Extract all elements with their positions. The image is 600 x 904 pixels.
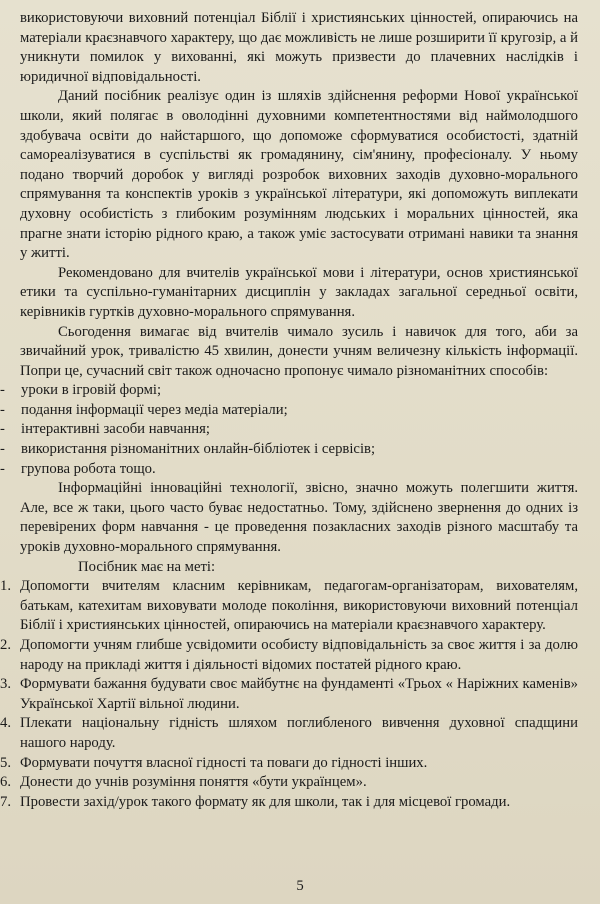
item-text: Донести до учнів розуміння поняття «бути українцем». [20, 774, 367, 791]
list-item [0, 675, 578, 714]
list-item [0, 636, 578, 675]
item-text: Формувати почуття власної гідності та поваги до гідності інших. [20, 754, 428, 771]
paragraph-modern-demands: Сьогодення вимагає від вчителів чимало зусиль і навичок для того, аби за звичайний урок, тривалістю 45 хвилин, донести учням величезну кількість інформації. Попри це, сучасний світ також одночасно пропонує чимало різноманітних способів: [20, 323, 578, 379]
paragraph-intro-continued: використовуючи виховний потенціал Біблії і християнських цінностей, опираючись на матеріали краєзнавчого характеру, що дає можливість не лише розширити її кругозір, а й уникнути помилок у вихованні, які можуть призвести до плачевних наслідків і юридичної відповідальності. [20, 10, 578, 85]
item-number: 3. [0, 676, 12, 693]
item-text: Формувати бажання будувати своє майбутнє на фундаменті «Трьох « Наріжних каменів» Української Хартії вільної людини. [20, 676, 578, 712]
list-item: - інтерактивні засоби навчання; [20, 420, 578, 440]
paragraph-reform: Даний посібник реалізує один із шляхів здійснення реформи Нової української школи, який полягає в оволодінні духовними компетентностями від наймолодшого здобувача освіти до найстаршого, що допоможе сформуватися особистості, здатній самореалізуватися в суспільстві як громадянину, сім'янину, професіоналу. У ньому подано творчий доробок у вигляді розробок виховних заходів духовно-морального спрямування та конспектів уроків з української літератури, які допоможуть виплекати духовну особистість з глибоким розумінням людських і моральних цінностей, яка прагне знати історію рідного краю, а також уміє застосувати отримані навики та знання у житті. [20, 88, 578, 262]
item-text: Допомогти учням глибше усвідомити особисту відповідальність за своє життя і за долю народу на прикладі життя і діяльності відомих постатей рідного краю. [20, 637, 578, 673]
list-item: - уроки в ігровій формі; [20, 381, 578, 401]
list-item: - подання інформації через медіа матеріали; [20, 401, 578, 421]
item-number: 7. [0, 793, 12, 810]
item-number: 4. [0, 715, 12, 732]
item-number: 6. [0, 774, 12, 791]
methods-list [20, 381, 578, 479]
list-item [0, 577, 578, 636]
goals-heading: Посібник має на меті: [78, 558, 216, 575]
list-item [0, 793, 578, 813]
list-item: - використання різноманітних онлайн-бібліотек і сервісів; [20, 440, 578, 460]
page-number: 5 [296, 878, 304, 894]
list-item [0, 714, 578, 753]
list-item [0, 754, 578, 774]
goals-list [0, 577, 578, 812]
body-text [0, 9, 578, 812]
item-number: 2. [0, 637, 12, 653]
item-text: Допомогти вчителям класним керівникам, педагогам-організаторам, вихователям, батькам, катехитам виховувати молоде покоління, використовуючи виховний потенціал Біблії і християнських цінностей, опираючись на матеріали краєзнавчого характеру. [20, 578, 578, 634]
list-item: - групова робота тощо. [20, 460, 578, 480]
item-number: 1. [0, 578, 12, 595]
paragraph-technologies: Інформаційні інноваційні технології, звісно, значно можуть полегшити життя. Але, все ж таки, цього часто буває недостатньо. Тому, здійснено звернення до одних із перевірених форм навчання - це проведення позакласних заходів різного масштабу та уроків духовно-морального спрямування. [20, 480, 578, 556]
item-text: Провести захід/урок такого формату як для школи, так і для місцевої громади. [20, 793, 511, 810]
item-number: 5. [0, 754, 12, 771]
list-item [0, 773, 578, 793]
paragraph-recommendation: Рекомендовано для вчителів української мови і літератури, основ християнської етики та суспільно-гуманітарних дисциплін у закладах загальної середньої освіти, керівників гуртків духовно-морального спрямування. [20, 264, 578, 320]
item-text: Плекати національну гідність шляхом поглибленого вивчення духовної спадщини нашого народу. [20, 715, 578, 751]
